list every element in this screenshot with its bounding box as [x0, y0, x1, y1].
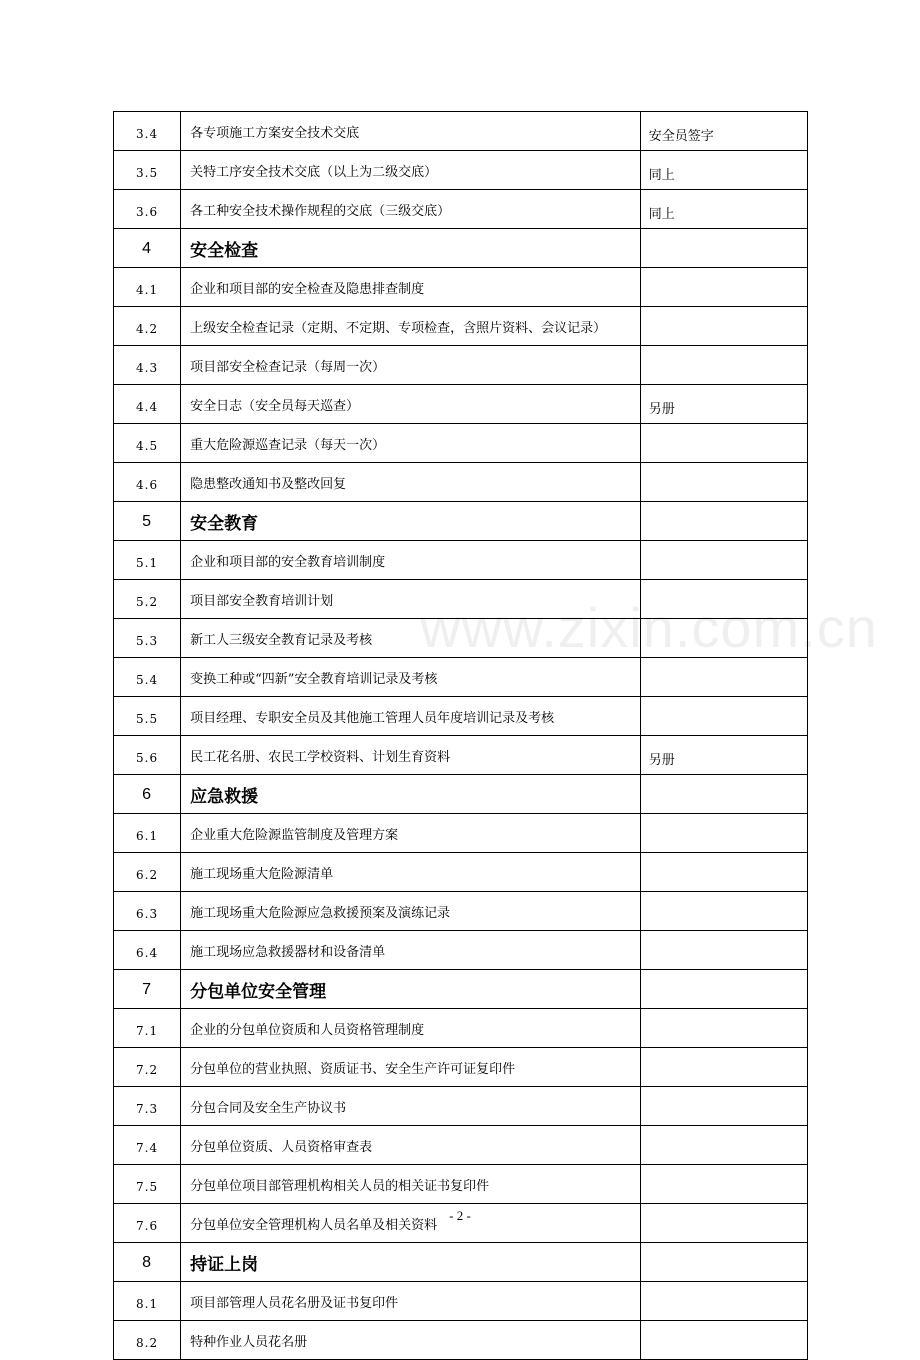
- remark-cell: [640, 424, 807, 463]
- row-number: 6: [114, 775, 181, 814]
- row-number: 7.3: [114, 1087, 181, 1126]
- item-description: 民工花名册、农民工学校资料、计划生育资料: [181, 736, 641, 775]
- section-title: 持证上岗: [181, 1243, 641, 1282]
- item-description: 项目部管理人员花名册及证书复印件: [181, 1282, 641, 1321]
- remark-cell: [640, 1087, 807, 1126]
- item-description: 项目部安全教育培训计划: [181, 580, 641, 619]
- table-row: [114, 1282, 808, 1321]
- remark-cell: [640, 268, 807, 307]
- row-number: 6.2: [114, 853, 181, 892]
- section-header-row: [114, 775, 808, 814]
- row-number: 5.2: [114, 580, 181, 619]
- table-row: [114, 346, 808, 385]
- remark-cell: 另册: [640, 736, 807, 775]
- item-description: 特种作业人员花名册: [181, 1321, 641, 1360]
- section-title: 分包单位安全管理: [181, 970, 641, 1009]
- item-description: 项目部安全检查记录（每周一次）: [181, 346, 641, 385]
- item-description: 分包单位安全管理机构人员名单及相关资料: [181, 1204, 641, 1243]
- item-description: 企业和项目部的安全检查及隐患排查制度: [181, 268, 641, 307]
- row-number: 5.5: [114, 697, 181, 736]
- table-row: [114, 697, 808, 736]
- remark-cell: [640, 463, 807, 502]
- remark-cell: [640, 1009, 807, 1048]
- row-number: 4.1: [114, 268, 181, 307]
- row-number: 4: [114, 229, 181, 268]
- table-row: [114, 1048, 808, 1087]
- table-row: [114, 151, 808, 190]
- row-number: 7.5: [114, 1165, 181, 1204]
- item-description: 项目经理、专职安全员及其他施工管理人员年度培训记录及考核: [181, 697, 641, 736]
- remark-cell: [640, 775, 807, 814]
- remark-cell: [640, 1321, 807, 1360]
- row-number: 3.5: [114, 151, 181, 190]
- remark-cell: [640, 1165, 807, 1204]
- row-number: 5.3: [114, 619, 181, 658]
- item-description: 分包单位资质、人员资格审查表: [181, 1126, 641, 1165]
- document-table: [113, 111, 808, 1360]
- row-number: 4.3: [114, 346, 181, 385]
- remark-cell: 同上: [640, 190, 807, 229]
- row-number: 8: [114, 1243, 181, 1282]
- section-header-row: [114, 1243, 808, 1282]
- table-row: [114, 463, 808, 502]
- row-number: 7.2: [114, 1048, 181, 1087]
- row-number: 3.4: [114, 112, 181, 151]
- section-header-row: [114, 502, 808, 541]
- item-description: 安全日志（安全员每天巡查）: [181, 385, 641, 424]
- row-number: 7.1: [114, 1009, 181, 1048]
- table-row: [114, 814, 808, 853]
- row-number: 6.4: [114, 931, 181, 970]
- section-header-row: [114, 970, 808, 1009]
- item-description: 分包单位项目部管理机构相关人员的相关证书复印件: [181, 1165, 641, 1204]
- table-row: [114, 385, 808, 424]
- remark-cell: [640, 970, 807, 1009]
- item-description: 企业的分包单位资质和人员资格管理制度: [181, 1009, 641, 1048]
- item-description: 各专项施工方案安全技术交底: [181, 112, 641, 151]
- row-number: 4.4: [114, 385, 181, 424]
- remark-cell: [640, 346, 807, 385]
- table-row: [114, 190, 808, 229]
- remark-cell: [640, 1048, 807, 1087]
- table-row: [114, 424, 808, 463]
- item-description: 施工现场重大危险源清单: [181, 853, 641, 892]
- remark-cell: 另册: [640, 385, 807, 424]
- item-description: 企业和项目部的安全教育培训制度: [181, 541, 641, 580]
- row-number: 4.6: [114, 463, 181, 502]
- item-description: 各工种安全技术操作规程的交底（三级交底）: [181, 190, 641, 229]
- watermark: www.zixin.com.cn: [420, 596, 878, 659]
- page-number: - 2 -: [449, 1208, 471, 1223]
- table-row: [114, 307, 808, 346]
- row-number: 6.3: [114, 892, 181, 931]
- remark-cell: [640, 580, 807, 619]
- remark-cell: [640, 619, 807, 658]
- section-header-row: [114, 229, 808, 268]
- item-description: 新工人三级安全教育记录及考核: [181, 619, 641, 658]
- row-number: 8.1: [114, 1282, 181, 1321]
- table-row: [114, 541, 808, 580]
- item-description: 分包单位的营业执照、资质证书、安全生产许可证复印件: [181, 1048, 641, 1087]
- row-number: 6.1: [114, 814, 181, 853]
- table-row: [114, 619, 808, 658]
- row-number: 5: [114, 502, 181, 541]
- table-row: [114, 1126, 808, 1165]
- remark-cell: [640, 1126, 807, 1165]
- item-description: 关特工序安全技术交底（以上为二级交底）: [181, 151, 641, 190]
- table-row: [114, 268, 808, 307]
- table-row: [114, 1165, 808, 1204]
- item-description: 企业重大危险源监管制度及管理方案: [181, 814, 641, 853]
- remark-cell: [640, 931, 807, 970]
- row-number: 7.4: [114, 1126, 181, 1165]
- table-row: [114, 1321, 808, 1360]
- row-number: 5.6: [114, 736, 181, 775]
- remark-cell: [640, 229, 807, 268]
- row-number: 4.5: [114, 424, 181, 463]
- remark-cell: 同上: [640, 151, 807, 190]
- item-description: 分包合同及安全生产协议书: [181, 1087, 641, 1126]
- table-body: [114, 112, 808, 1360]
- section-title: 应急救援: [181, 775, 641, 814]
- table-row: [114, 1009, 808, 1048]
- section-title: 安全检查: [181, 229, 641, 268]
- item-description: 施工现场重大危险源应急救援预案及演练记录: [181, 892, 641, 931]
- row-number: 5.1: [114, 541, 181, 580]
- item-description: 施工现场应急救援器材和设备清单: [181, 931, 641, 970]
- item-description: 隐患整改通知书及整改回复: [181, 463, 641, 502]
- row-number: 3.6: [114, 190, 181, 229]
- table-row: [114, 112, 808, 151]
- row-number: 7.6: [114, 1204, 181, 1243]
- table-row: [114, 853, 808, 892]
- item-description: 重大危险源巡查记录（每天一次）: [181, 424, 641, 463]
- item-description: 上级安全检查记录（定期、不定期、专项检查，含照片资料、会议记录）: [181, 307, 641, 346]
- table-row: [114, 658, 808, 697]
- remark-cell: 安全员签字: [640, 112, 807, 151]
- row-number: 5.4: [114, 658, 181, 697]
- remark-cell: [640, 502, 807, 541]
- remark-cell: [640, 853, 807, 892]
- table-row: [114, 580, 808, 619]
- table-row: [114, 892, 808, 931]
- remark-cell: [640, 307, 807, 346]
- remark-cell: [640, 541, 807, 580]
- remark-cell: [640, 658, 807, 697]
- remark-cell: [640, 1243, 807, 1282]
- item-description: 变换工种或“四新”安全教育培训记录及考核: [181, 658, 641, 697]
- row-number: 8.2: [114, 1321, 181, 1360]
- table-row: [114, 736, 808, 775]
- remark-cell: [640, 892, 807, 931]
- section-title: 安全教育: [181, 502, 641, 541]
- remark-cell: [640, 814, 807, 853]
- table-row: [114, 1087, 808, 1126]
- row-number: 4.2: [114, 307, 181, 346]
- table-row: [114, 931, 808, 970]
- remark-cell: [640, 697, 807, 736]
- remark-cell: [640, 1282, 807, 1321]
- row-number: 7: [114, 970, 181, 1009]
